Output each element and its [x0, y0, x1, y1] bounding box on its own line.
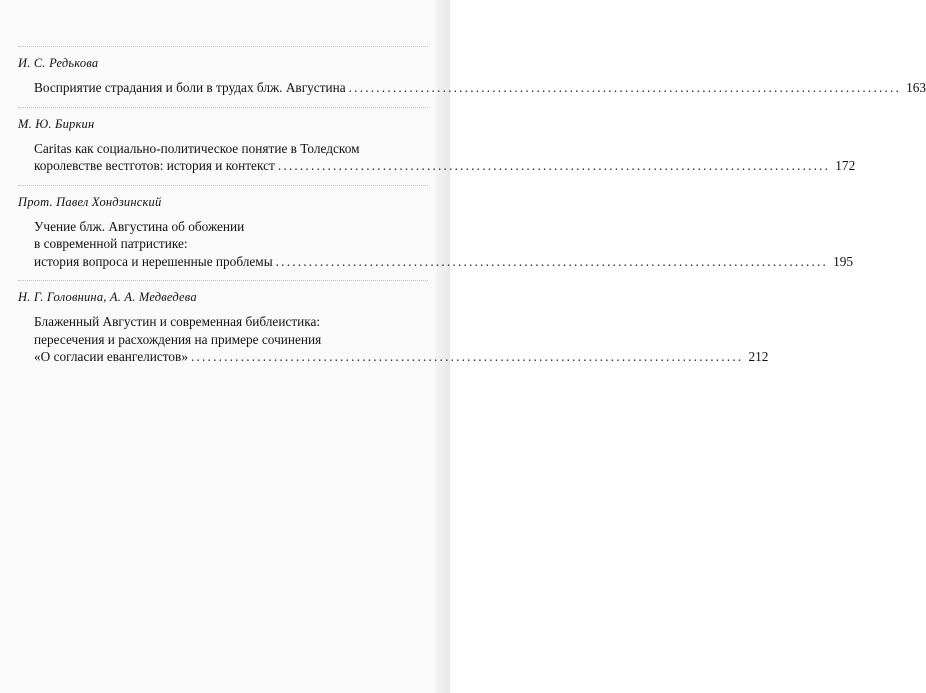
leader-dots: .................................................................................................... [275, 253, 829, 269]
entry-author: Прот. Павел Хондзинский [18, 194, 162, 209]
page-edge [436, 0, 450, 693]
title-last-line [34, 79, 926, 97]
title-line: Caritas как социально-политическое понятие в Толедском [34, 140, 360, 156]
entry-title [34, 140, 856, 175]
entry-author: И. С. Редькова [18, 56, 99, 70]
table-of-contents [18, 46, 926, 366]
toc-entry [18, 46, 926, 107]
title-line: Блаженный Августин и современная библеистика: [34, 314, 321, 329]
title-last-line [34, 253, 854, 271]
title-line: пересечения и расхождения на примере сочинения [34, 331, 322, 347]
title-text: история вопроса и нерешенные проблемы [34, 253, 273, 269]
leader-dots: .................................................................................................... [348, 80, 902, 95]
page-number: 163 [906, 80, 926, 95]
entry-author: Н. Г. Головнина, А. А. Медведева [18, 290, 197, 304]
entry-title [34, 218, 854, 271]
entry-title [34, 79, 926, 97]
entry-author: М. Ю. Биркин [18, 116, 95, 131]
toc-entry [18, 185, 854, 281]
page-number: 195 [833, 253, 854, 269]
toc-entry [18, 280, 769, 366]
title-last-line [34, 157, 856, 175]
title-text: королевстве вестготов: история и контекст [34, 158, 275, 173]
page-number: 212 [748, 349, 769, 364]
leader-dots: .................................................................................................... [190, 349, 744, 364]
title-line: Учение блж. Августина об обожении [34, 218, 245, 234]
toc-entry [18, 107, 856, 185]
title-line: в современной патристике: [34, 236, 188, 251]
title-text: «О согласии евангелистов» [34, 349, 188, 364]
title-last-line [34, 348, 769, 366]
page-number: 172 [835, 158, 856, 173]
entry-title [34, 313, 769, 366]
title-text: Восприятие страдания и боли в трудах блж. Августина [34, 80, 346, 95]
leader-dots: .................................................................................................... [277, 158, 831, 173]
